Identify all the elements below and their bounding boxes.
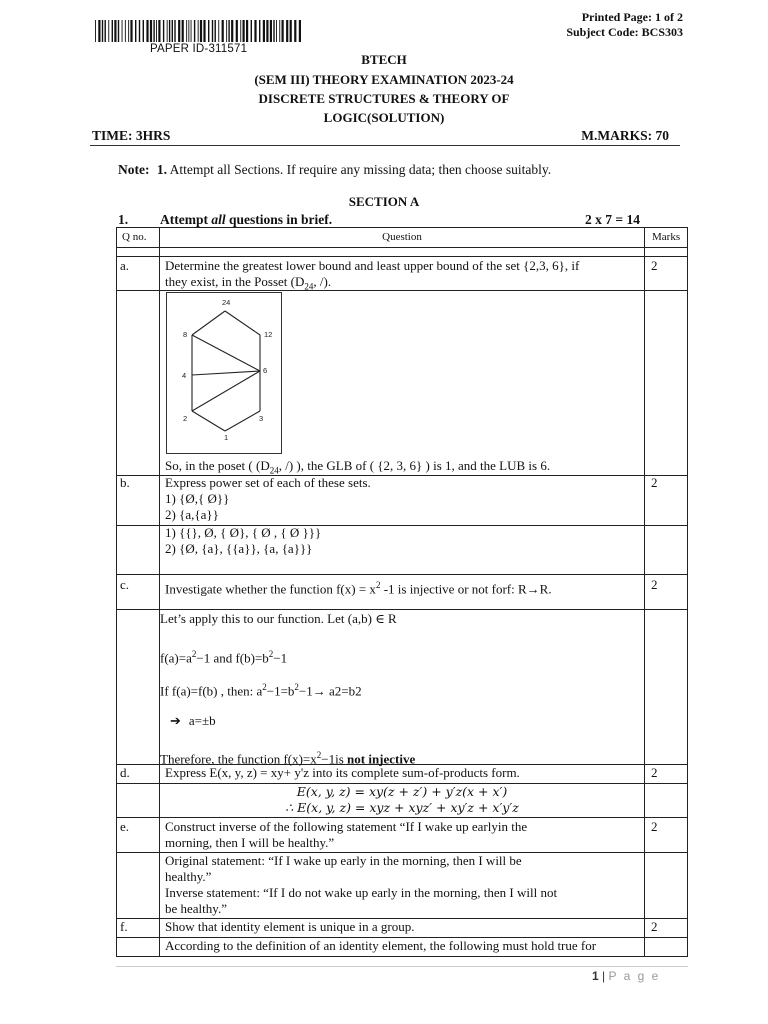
barcode-bar [246,20,248,42]
barcode-bar [290,20,292,42]
barcode-bar [273,20,274,42]
instruction-italic: all [211,212,226,227]
c-q-pre: Investigate whether the function f(x) = x [165,581,376,597]
barcode-bar [163,20,164,42]
row-e-question [165,819,527,851]
c-l3-b: −1=b [266,683,295,699]
barcode-bar [203,20,205,42]
barcode-bar [105,20,106,42]
row-f-question: Show that identity element is unique in a group. [165,919,415,934]
row-f-marks: 2 [651,919,658,934]
row-e-answer [165,853,557,917]
paper-id: PAPER ID-311571 [150,43,248,55]
row-d-answer-2: ∴ E(x, y, z) = xyz + xyz′ + xy′z + x′y′z [285,800,519,815]
row-b-item-1: 1) {Ø,{ Ø}} [165,491,230,506]
c-l5-bold: not injective [347,751,416,767]
barcode-bar [222,20,224,42]
header-marks: Marks [652,231,681,243]
barcode-bar [279,20,280,42]
c-l3-sup1: 2 [262,682,267,692]
barcode-bar [118,20,119,42]
c-l3-sup2: 2 [294,682,299,692]
row-b-marks: 2 [651,475,658,490]
node-label-4: 4 [182,371,187,380]
barcode-bar [194,20,195,42]
row-c-answer-line-3 [160,679,362,699]
row-b-answer-1: 1) {{}, Ø, { Ø}, { Ø , { Ø }}} [165,525,322,540]
page-separator: | [598,969,609,983]
barcode-bar [263,20,265,42]
page-footer [592,969,660,983]
row-b-question [165,475,371,523]
question-marks-total: 2 x 7 = 14 [585,212,640,227]
note [118,162,551,178]
row-f-label: f. [120,919,128,934]
barcode-bar [174,20,175,42]
row-b-item-2: 2) {a,{a}} [165,507,219,522]
c-l4-arrow: ➔ [170,713,181,728]
c-l3-c: −1 [298,683,313,699]
barcode-bar [266,20,268,42]
question-instruction [160,212,332,228]
edge-24-8 [192,311,225,335]
row-f-answer: According to the definition of an identity element, the following must hold true for [165,938,597,953]
c-l3-arrow: → [312,683,326,699]
row-c-answer-line-1: Let’s apply this to our function. Let (a,b) ∈ R [160,611,397,626]
c-l5-a: Therefore, the function f(x)=x [160,751,317,767]
note-label: Note: [118,162,150,177]
question-number: 1. [118,212,129,227]
barcode-bar [251,20,252,42]
barcode-bar [122,20,123,42]
barcode-bar [108,20,109,42]
barcode-bar [215,20,216,42]
page-word: P a g e [608,969,661,983]
edge-3-1 [225,411,260,431]
c-l2-sup1: 2 [191,649,197,659]
node-label-8: 8 [183,330,188,339]
row-c-label: c. [120,577,130,592]
barcode-bar [286,20,288,42]
c-q-arrow: → [526,581,540,597]
node-label-6: 6 [263,366,268,375]
edge-2-6 [192,371,260,411]
barcode-bar [102,20,103,42]
barcode-bar [146,20,148,42]
c-l5-b: −1is [321,751,348,767]
barcode-bar [276,20,277,42]
row-e-question-1: Construct inverse of the following statement “If I wake up earlyin the [165,819,528,834]
barcode-bar [243,20,245,42]
row-a-marks: 2 [651,258,658,273]
barcode-bar [228,20,229,42]
header-qno: Q no. [122,231,147,243]
row-c-answer-line-2 [160,646,287,666]
instruction-prefix: Attempt [160,212,212,227]
row-c-answer-line-4 [170,713,216,729]
node-label-24: 24 [222,298,231,307]
edge-24-12 [225,311,260,335]
row-e-label: e. [120,819,130,834]
row-e-question-2: morning, then I will be healthy.” [165,835,335,850]
row-a-question [165,258,579,295]
barcode-bar [182,20,184,42]
row-e-answer-4: be healthy.” [165,901,227,916]
c-l2-c: −1 [273,650,288,666]
barcode-bar [270,20,272,42]
node-label-2: 2 [183,414,188,423]
q-a-post: , /). [313,274,332,289]
barcode-bar [125,20,126,42]
title-line-3: DISCRETE STRUCTURES & THEORY OF [258,91,510,106]
barcode-bar [143,20,144,42]
barcode-bar [167,20,168,42]
barcode-bar [128,20,129,42]
row-e-answer-2: healthy.” [165,869,212,884]
c-l2-sup2: 2 [268,649,274,659]
c-q-sup: 2 [375,580,381,590]
node-label-1: 1 [224,433,229,442]
title-line-1: BTECH [361,52,407,67]
edge-4-6 [192,371,260,375]
row-d-question: Express E(x, y, z) = xy+ y'z into its complete sum-of-products form. [165,765,520,780]
row-c-question [165,577,552,597]
barcode-bar [236,20,238,42]
subject-code: Subject Code: BCS303 [566,25,683,39]
title-line-2: (SEM III) THEORY EXAMINATION 2023-24 [254,72,514,87]
barcode-bar [240,20,241,42]
q-a-sub: 24 [304,281,314,292]
note-text: Attempt all Sections. If require any missing data; then choose suitably. [169,162,552,177]
barcode-bar [200,20,202,42]
row-e-marks: 2 [651,819,658,834]
c-l2-b: −1 and f(b)=b [196,650,269,666]
c-l5-sup: 2 [316,750,322,760]
c-q-post: -1 is injective or not forf: R [380,581,527,597]
title-line-4: LOGIC(SOLUTION) [323,110,445,125]
barcode-bar [178,20,180,42]
barcode-bar [188,20,189,42]
barcode-bar [218,20,219,42]
row-c-marks: 2 [651,577,658,592]
edge-8-12 [192,335,260,371]
c-q-end: R. [539,581,552,597]
a-ans-post: , /) ), the GLB of ( {2, 3, 6} ) is 1, and the LUB is 6. [278,458,551,473]
row-e-answer-3: Inverse statement: “If I do not wake up early in the morning, then I will not [165,885,558,900]
barcode-bar [130,20,132,42]
instruction-suffix: questions in brief. [225,212,333,227]
page-number: 1 [592,969,599,983]
barcode-bar [186,20,187,42]
row-d-marks: 2 [651,765,658,780]
footer-divider [116,966,688,967]
barcode-bar [156,20,157,42]
barcode-bar [112,20,113,42]
a-ans-sub: 24 [269,465,279,476]
exam-time: TIME: 3HRS [92,128,171,143]
section-title: SECTION A [348,194,420,209]
row-b-answer [165,525,321,557]
barcode-bar [139,20,140,42]
barcode-bar [114,20,116,42]
row-a-question-line-1: Determine the greatest lower bound and least upper bound of the set {2,3, 6}, if [165,258,580,273]
barcode-bar [172,20,173,42]
edge-2-1 [192,411,225,431]
header-question: Question [382,231,422,243]
node-label-12: 12 [264,330,273,339]
barcode-bar [208,20,209,42]
barcode-bar [95,20,96,42]
barcode-bar [231,20,233,42]
barcode-bar [158,20,160,42]
barcode-bar [98,20,100,42]
row-b-label: b. [120,475,130,490]
barcode-bar [153,20,154,42]
barcode-bar [191,20,192,42]
a-ans-pre: So, in the poset ( (D [165,458,270,473]
barcode-bar [135,20,136,42]
c-l3-a: If f(a)=f(b) , then: a [160,683,263,699]
printed-page: Printed Page: 1 of 2 [581,10,683,24]
row-b-answer-2: 2) {Ø, {a}, {{a}}, {a, {a}}} [165,541,313,556]
barcode-bar [169,20,170,42]
note-number: 1. [156,162,167,177]
row-d-label: d. [120,765,130,780]
node-label-3: 3 [259,414,264,423]
max-marks: M.MARKS: 70 [581,128,669,143]
barcode-bar [198,20,199,42]
barcode-bar [294,20,296,42]
c-l3-d: a2=b2 [325,683,362,699]
row-d-answer-1: E(x, y, z) = xy(z + z′) + y′z(x + x′) [296,784,508,799]
row-b-question-text: Express power set of each of these sets. [165,475,371,490]
c-l4: a=±b [188,713,216,728]
barcode-bar [259,20,260,42]
barcode-bar [254,20,256,42]
barcode [95,20,303,42]
barcode-bar [150,20,152,42]
c-l2-a: f(a)=a [160,650,192,666]
barcode-bar [212,20,213,42]
hasse-diagram [166,292,282,454]
barcode-bar [299,20,301,42]
barcode-bar [282,20,284,42]
row-a-label: a. [120,258,130,273]
q-a-pre: they exist, in the Posset (D [165,274,305,289]
barcode-bar [226,20,227,42]
header-divider [90,145,680,146]
row-e-answer-1: Original statement: “If I wake up early in the morning, then I will be [165,853,522,868]
